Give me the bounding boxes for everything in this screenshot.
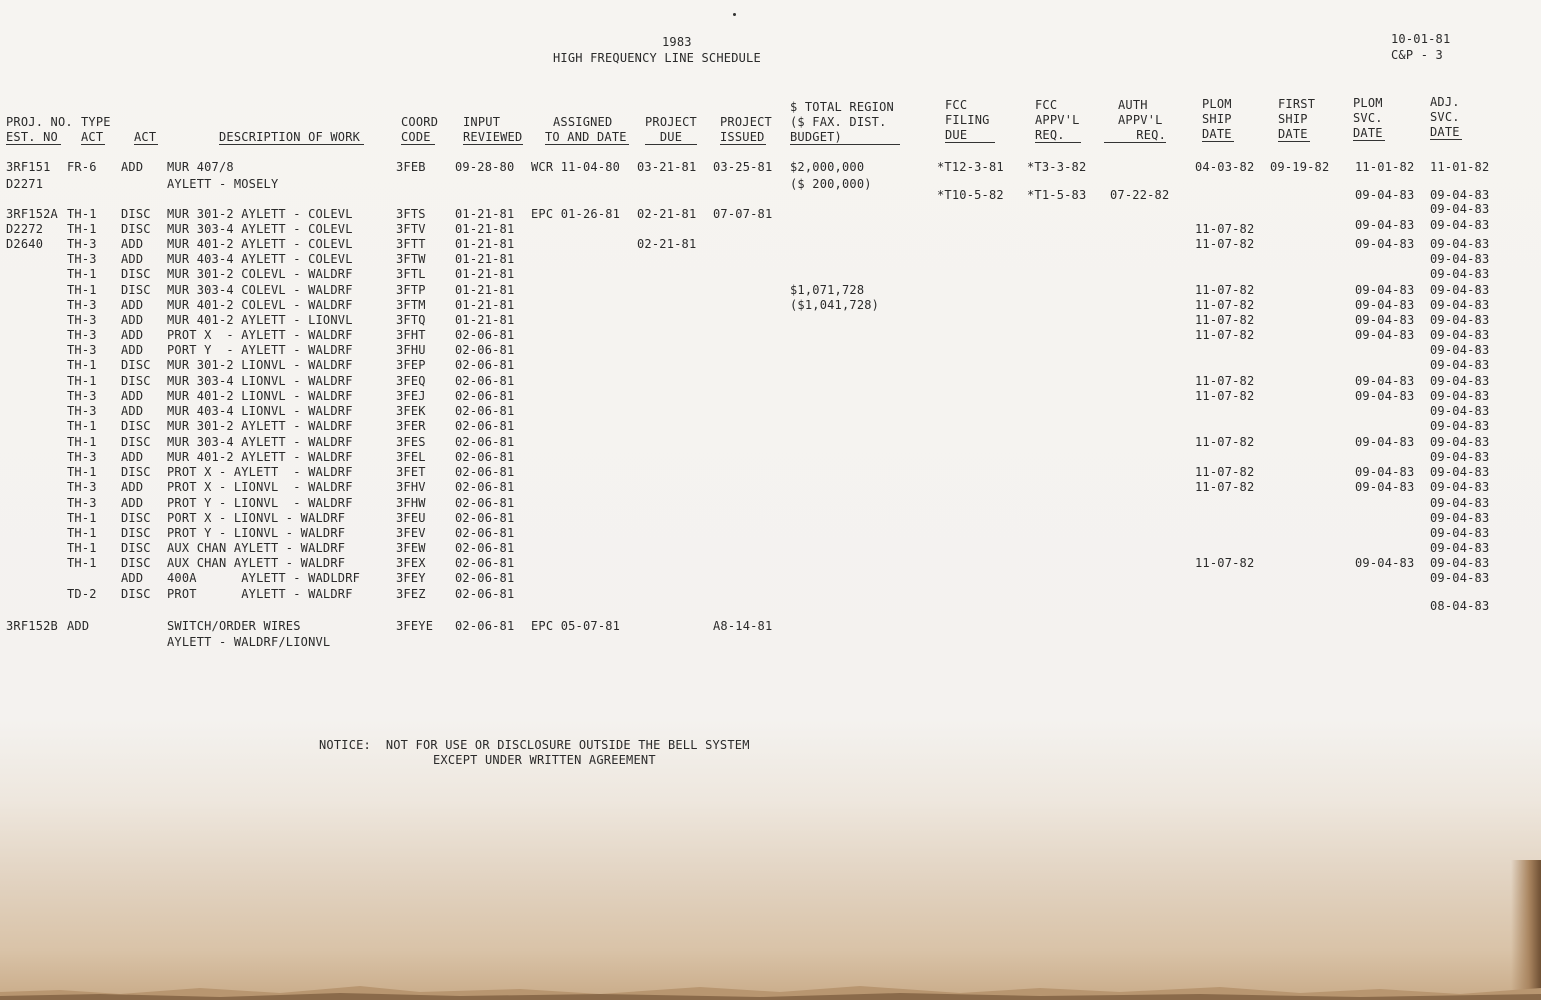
adj-svc-cell: 09-04-83 <box>1430 511 1490 525</box>
type-cell: TH-3 <box>67 343 97 357</box>
description-cell: MUR 403-4 LIONVL - WALDRF <box>167 404 353 418</box>
input-reviewed-cell: 02-06-81 <box>455 511 515 525</box>
coord-code-cell: 3FEYE <box>396 619 434 633</box>
description-cell: MUR 301-2 AYLETT - WALDRF <box>167 419 353 433</box>
type-cell: TH-1 <box>67 374 97 388</box>
header-description: DESCRIPTION OF WORK <box>219 130 364 145</box>
plom-svc-cell: 09-04-83 <box>1355 313 1415 327</box>
plom-ship-cell: 11-07-82 <box>1195 222 1255 236</box>
project-due-cell: 03-21-81 <box>637 160 697 174</box>
plom-svc-cell: 09-04-83 <box>1355 188 1415 202</box>
act-cell: ADD <box>121 571 144 585</box>
coord-code-cell: 3FHT <box>396 328 426 342</box>
type-cell: TH-1 <box>67 419 97 433</box>
budget-cell: ($ 200,000) <box>790 177 872 191</box>
coord-code-cell: 3FEL <box>396 450 426 464</box>
coord-code-cell: 3FEP <box>396 358 426 372</box>
input-reviewed-cell: 02-06-81 <box>455 374 515 388</box>
header-fcc-appvl-2: APPV'L <box>1035 113 1080 127</box>
type-cell: TH-3 <box>67 389 97 403</box>
project-issued-cell: 07-07-81 <box>713 207 773 221</box>
input-reviewed-cell: 09-28-80 <box>455 160 515 174</box>
coord-code-cell: 3FEU <box>396 511 426 525</box>
description-cell: MUR 301-2 AYLETT - COLEVL <box>167 207 353 221</box>
type-cell: FR-6 <box>67 160 97 174</box>
act-cell: ADD <box>121 328 144 342</box>
act-cell: ADD <box>121 496 144 510</box>
assigned-cell: EPC 05-07-81 <box>531 619 621 633</box>
coord-code-cell: 3FTP <box>396 283 426 297</box>
budget-cell: ($1,041,728) <box>790 298 880 312</box>
act-cell: DISC <box>121 283 151 297</box>
header-coord: COORD <box>401 115 439 129</box>
proj-no-cell: 3RF151 <box>6 160 51 174</box>
plom-svc-cell: 09-04-83 <box>1355 480 1415 494</box>
description-cell: MUR 301-2 LIONVL - WALDRF <box>167 358 353 372</box>
act-cell: ADD <box>121 404 144 418</box>
budget-cell: $2,000,000 <box>790 160 865 174</box>
plom-ship-cell: 11-07-82 <box>1195 328 1255 342</box>
description-cell: PROT Y - LIONVL - WALDRF <box>167 496 353 510</box>
input-reviewed-cell: 02-06-81 <box>455 465 515 479</box>
plom-svc-cell: 09-04-83 <box>1355 237 1415 251</box>
adj-svc-cell: 09-04-83 <box>1430 389 1490 403</box>
document-date: 10-01-81 <box>1391 32 1451 46</box>
type-cell: TH-1 <box>67 541 97 555</box>
header-plom-ship-date: DATE <box>1202 127 1234 142</box>
act-cell: DISC <box>121 556 151 570</box>
plom-ship-cell: 04-03-82 <box>1195 160 1255 174</box>
adj-svc-cell: 09-04-83 <box>1430 404 1490 418</box>
fcc-appvl-cell: *T1-5-83 <box>1027 188 1087 202</box>
adj-svc-cell: 09-04-83 <box>1430 267 1490 281</box>
plom-ship-cell: 11-07-82 <box>1195 480 1255 494</box>
input-reviewed-cell: 02-06-81 <box>455 404 515 418</box>
description-cell: PORT X - LIONVL - WALDRF <box>167 511 346 525</box>
input-reviewed-cell: 02-06-81 <box>455 480 515 494</box>
coord-code-cell: 3FHV <box>396 480 426 494</box>
header-type: TYPE <box>81 115 111 129</box>
plom-svc-cell: 11-01-82 <box>1355 160 1415 174</box>
header-proj-no: PROJ. NO. <box>6 115 73 129</box>
header-adj-svc-2: SVC. <box>1430 110 1460 124</box>
type-cell: TH-1 <box>67 207 97 221</box>
header-fcc-appvl-1: FCC <box>1035 98 1058 112</box>
act-cell: ADD <box>121 343 144 357</box>
act-cell: ADD <box>121 480 144 494</box>
header-adj-svc-1: ADJ. <box>1430 95 1460 109</box>
header-to-and-date: TO AND DATE <box>545 130 629 145</box>
adj-svc-cell: 11-01-82 <box>1430 160 1490 174</box>
type-cell: TH-1 <box>67 465 97 479</box>
adj-svc-cell: 09-04-83 <box>1430 283 1490 297</box>
header-act: ACT <box>134 130 157 144</box>
type-cell: TH-1 <box>67 511 97 525</box>
act-cell: DISC <box>121 222 151 236</box>
type-cell: ADD <box>67 619 90 633</box>
coord-code-cell: 3FHW <box>396 496 426 510</box>
description-cell: MUR 303-4 LIONVL - WALDRF <box>167 374 353 388</box>
fcc-filing-cell: *T10-5-82 <box>937 188 1004 202</box>
adj-svc-cell: 09-04-83 <box>1430 556 1490 570</box>
adj-svc-cell: 09-04-83 <box>1430 313 1490 327</box>
act-cell: DISC <box>121 435 151 449</box>
type-cell: TH-1 <box>67 556 97 570</box>
input-reviewed-cell: 01-21-81 <box>455 267 515 281</box>
input-reviewed-cell: 01-21-81 <box>455 252 515 266</box>
description-cell: PROT Y - LIONVL - WALDRF <box>167 526 346 540</box>
input-reviewed-cell: 01-21-81 <box>455 298 515 312</box>
type-cell: TH-3 <box>67 404 97 418</box>
document-title: HIGH FREQUENCY LINE SCHEDULE <box>553 51 761 65</box>
input-reviewed-cell: 02-06-81 <box>455 526 515 540</box>
header-plom-ship-1: PLOM <box>1202 97 1232 111</box>
document-year: 1983 <box>662 35 692 49</box>
plom-svc-cell: 09-04-83 <box>1355 298 1415 312</box>
adj-svc-cell: 09-04-83 <box>1430 237 1490 251</box>
coord-code-cell: 3FTQ <box>396 313 426 327</box>
act-cell: ADD <box>121 298 144 312</box>
assigned-cell: EPC 01-26-81 <box>531 207 621 221</box>
header-issued: ISSUED <box>720 130 765 144</box>
coord-code-cell: 3FET <box>396 465 426 479</box>
header-plom-svc-2: SVC. <box>1353 111 1383 125</box>
header-plom-svc-date: DATE <box>1353 126 1385 141</box>
input-reviewed-cell: 02-06-81 <box>455 496 515 510</box>
header-input: INPUT <box>463 115 501 129</box>
act-cell: DISC <box>121 419 151 433</box>
coord-code-cell: 3FTV <box>396 222 426 236</box>
proj-no-cell: D2271 <box>6 177 44 191</box>
header-assigned: ASSIGNED <box>553 115 613 129</box>
adj-svc-cell: 09-04-83 <box>1430 343 1490 357</box>
type-cell: TH-1 <box>67 526 97 540</box>
fcc-appvl-cell: *T3-3-82 <box>1027 160 1087 174</box>
adj-svc-cell: 09-04-83 <box>1430 298 1490 312</box>
type-cell: TH-3 <box>67 480 97 494</box>
act-cell: DISC <box>121 511 151 525</box>
description-cell: MUR 407/8 <box>167 160 234 174</box>
adj-svc-cell: 09-04-83 <box>1430 480 1490 494</box>
input-reviewed-cell: 02-06-81 <box>455 450 515 464</box>
description-cell: MUR 303-4 AYLETT - COLEVL <box>167 222 353 236</box>
type-cell: TH-3 <box>67 496 97 510</box>
proj-no-cell: D2640 <box>6 237 44 251</box>
header-fcc-filing-due: DUE <box>945 128 995 143</box>
adj-svc-cell: 09-04-83 <box>1430 218 1490 232</box>
adj-svc-cell: 09-04-83 <box>1430 526 1490 540</box>
header-due: DUE <box>645 130 697 145</box>
coord-code-cell: 3FER <box>396 419 426 433</box>
input-reviewed-cell: 02-06-81 <box>455 541 515 555</box>
coord-code-cell: 3FEB <box>396 160 426 174</box>
plom-ship-cell: 11-07-82 <box>1195 465 1255 479</box>
type-cell: TH-3 <box>67 252 97 266</box>
plom-svc-cell: 09-04-83 <box>1355 218 1415 232</box>
type-cell: TH-1 <box>67 358 97 372</box>
project-due-cell: 02-21-81 <box>637 237 697 251</box>
header-fax-dist: ($ FAX. DIST. <box>790 115 887 129</box>
type-cell: TH-1 <box>67 222 97 236</box>
plom-ship-cell: 11-07-82 <box>1195 389 1255 403</box>
adj-svc-cell: 09-04-83 <box>1430 374 1490 388</box>
adj-svc-cell: 09-04-83 <box>1430 252 1490 266</box>
type-cell: TH-3 <box>67 237 97 251</box>
description-cell: MUR 401-2 COLEVL - WALDRF <box>167 298 353 312</box>
description-cell: AYLETT - WALDRF/LIONVL <box>167 635 331 649</box>
adj-svc-cell: 09-04-83 <box>1430 419 1490 433</box>
header-reviewed: REVIEWED <box>463 130 523 144</box>
act-cell: DISC <box>121 541 151 555</box>
input-reviewed-cell: 02-06-81 <box>455 328 515 342</box>
input-reviewed-cell: 02-06-81 <box>455 358 515 372</box>
project-issued-cell: A8-14-81 <box>713 619 773 633</box>
header-auth-req: REQ. <box>1104 128 1166 143</box>
act-cell: DISC <box>121 465 151 479</box>
input-reviewed-cell: 02-06-81 <box>455 389 515 403</box>
adj-svc-cell: 09-04-83 <box>1430 328 1490 342</box>
description-cell: PROT X - AYLETT - WALDRF <box>167 328 353 342</box>
header-first-ship-date: DATE <box>1278 127 1310 142</box>
act-cell: DISC <box>121 267 151 281</box>
description-cell: AYLETT - MOSELY <box>167 177 279 191</box>
adj-svc-cell: 09-04-83 <box>1430 541 1490 555</box>
input-reviewed-cell: 01-21-81 <box>455 237 515 251</box>
act-cell: DISC <box>121 358 151 372</box>
adj-svc-cell: 09-04-83 <box>1430 571 1490 585</box>
plom-svc-cell: 09-04-83 <box>1355 374 1415 388</box>
header-act-type: ACT <box>81 130 104 144</box>
input-reviewed-cell: 02-06-81 <box>455 435 515 449</box>
plom-svc-cell: 09-04-83 <box>1355 283 1415 297</box>
adj-svc-cell: 09-04-83 <box>1430 435 1490 449</box>
adj-svc-cell: 09-04-83 <box>1430 358 1490 372</box>
adj-svc-cell: 08-04-83 <box>1430 599 1490 613</box>
description-cell: PORT Y - AYLETT - WALDRF <box>167 343 353 357</box>
coord-code-cell: 3FTM <box>396 298 426 312</box>
adj-svc-cell: 09-04-83 <box>1430 450 1490 464</box>
adj-svc-cell: 09-04-83 <box>1430 465 1490 479</box>
input-reviewed-cell: 01-21-81 <box>455 222 515 236</box>
plom-svc-cell: 09-04-83 <box>1355 465 1415 479</box>
auth-appvl-cell: 07-22-82 <box>1110 188 1170 202</box>
description-cell: AUX CHAN AYLETT - WALDRF <box>167 541 346 555</box>
coord-code-cell: 3FEW <box>396 541 426 555</box>
header-auth-2: APPV'L <box>1118 113 1163 127</box>
input-reviewed-cell: 02-06-81 <box>455 343 515 357</box>
input-reviewed-cell: 02-06-81 <box>455 619 515 633</box>
coord-code-cell: 3FES <box>396 435 426 449</box>
speck <box>733 13 736 16</box>
plom-ship-cell: 11-07-82 <box>1195 313 1255 327</box>
plom-ship-cell: 11-07-82 <box>1195 435 1255 449</box>
project-due-cell: 02-21-81 <box>637 207 697 221</box>
plom-svc-cell: 09-04-83 <box>1355 556 1415 570</box>
header-project-due-1: PROJECT <box>645 115 697 129</box>
header-adj-svc-date: DATE <box>1430 125 1462 140</box>
header-est-no: EST. NO <box>6 130 61 145</box>
header-plom-ship-2: SHIP <box>1202 112 1232 126</box>
coord-code-cell: 3FTT <box>396 237 426 251</box>
input-reviewed-cell: 02-06-81 <box>455 587 515 601</box>
act-cell: DISC <box>121 374 151 388</box>
header-plom-svc-1: PLOM <box>1353 96 1383 110</box>
fcc-filing-cell: *T12-3-81 <box>937 160 1004 174</box>
coord-code-cell: 3FEY <box>396 571 426 585</box>
proj-no-cell: D2272 <box>6 222 44 236</box>
description-cell: MUR 301-2 COLEVL - WALDRF <box>167 267 353 281</box>
description-cell: 400A AYLETT - WADLDRF <box>167 571 361 585</box>
input-reviewed-cell: 02-06-81 <box>455 556 515 570</box>
type-cell: TH-3 <box>67 328 97 342</box>
act-cell: ADD <box>121 389 144 403</box>
coord-code-cell: 3FEX <box>396 556 426 570</box>
type-cell: TH-1 <box>67 267 97 281</box>
input-reviewed-cell: 02-06-81 <box>455 571 515 585</box>
notice-line-1: NOTICE: NOT FOR USE OR DISCLOSURE OUTSIDE THE BELL SYSTEM <box>319 738 750 752</box>
description-cell: SWITCH/ORDER WIRES <box>167 619 301 633</box>
type-cell: TH-1 <box>67 435 97 449</box>
type-cell: TH-3 <box>67 313 97 327</box>
plom-svc-cell: 09-04-83 <box>1355 328 1415 342</box>
plom-svc-cell: 09-04-83 <box>1355 435 1415 449</box>
adj-svc-cell: 09-04-83 <box>1430 188 1490 202</box>
coord-code-cell: 3FTS <box>396 207 426 221</box>
coord-code-cell: 3FEQ <box>396 374 426 388</box>
type-cell: TH-3 <box>67 450 97 464</box>
act-cell: ADD <box>121 160 144 174</box>
torn-edge <box>0 974 1541 1000</box>
coord-code-cell: 3FEJ <box>396 389 426 403</box>
plom-svc-cell: 09-04-83 <box>1355 389 1415 403</box>
plom-ship-cell: 11-07-82 <box>1195 283 1255 297</box>
description-cell: PROT X - LIONVL - WALDRF <box>167 480 353 494</box>
header-fcc-appvl-req: REQ. <box>1035 128 1081 143</box>
description-cell: MUR 401-2 LIONVL - WALDRF <box>167 389 353 403</box>
plom-ship-cell: 11-07-82 <box>1195 298 1255 312</box>
proj-no-cell: 3RF152B <box>6 619 58 633</box>
header-first-ship-1: FIRST <box>1278 97 1316 111</box>
plom-ship-cell: 11-07-82 <box>1195 374 1255 388</box>
description-cell: PROT AYLETT - WALDRF <box>167 587 353 601</box>
act-cell: DISC <box>121 207 151 221</box>
coord-code-cell: 3FEZ <box>396 587 426 601</box>
description-cell: MUR 401-2 AYLETT - COLEVL <box>167 237 353 251</box>
act-cell: DISC <box>121 587 151 601</box>
page-number: C&P - 3 <box>1391 48 1443 62</box>
description-cell: MUR 401-2 AYLETT - LIONVL <box>167 313 353 327</box>
input-reviewed-cell: 01-21-81 <box>455 283 515 297</box>
coord-code-cell: 3FHU <box>396 343 426 357</box>
act-cell: ADD <box>121 313 144 327</box>
plom-ship-cell: 11-07-82 <box>1195 556 1255 570</box>
act-cell: ADD <box>121 237 144 251</box>
type-cell: TH-1 <box>67 283 97 297</box>
description-cell: MUR 303-4 AYLETT - WALDRF <box>167 435 353 449</box>
description-cell: MUR 401-2 AYLETT - WALDRF <box>167 450 353 464</box>
description-cell: MUR 403-4 AYLETT - COLEVL <box>167 252 353 266</box>
notice-line-2: EXCEPT UNDER WRITTEN AGREEMENT <box>433 753 656 767</box>
header-first-ship-2: SHIP <box>1278 112 1308 126</box>
input-reviewed-cell: 01-21-81 <box>455 313 515 327</box>
plom-ship-cell: 11-07-82 <box>1195 237 1255 251</box>
header-project-issued-1: PROJECT <box>720 115 772 129</box>
header-total-region: $ TOTAL REGION <box>790 100 894 114</box>
budget-cell: $1,071,728 <box>790 283 865 297</box>
description-cell: AUX CHAN AYLETT - WALDRF <box>167 556 346 570</box>
description-cell: MUR 303-4 COLEVL - WALDRF <box>167 283 353 297</box>
adj-svc-cell: 09-04-83 <box>1430 202 1490 216</box>
header-code: CODE <box>401 130 435 145</box>
description-cell: PROT X - AYLETT - WALDRF <box>167 465 353 479</box>
input-reviewed-cell: 02-06-81 <box>455 419 515 433</box>
first-ship-cell: 09-19-82 <box>1270 160 1330 174</box>
coord-code-cell: 3FTW <box>396 252 426 266</box>
coord-code-cell: 3FEK <box>396 404 426 418</box>
header-budget: BUDGET) <box>790 130 900 145</box>
header-fcc-filing-2: FILING <box>945 113 990 127</box>
assigned-cell: WCR 11-04-80 <box>531 160 621 174</box>
type-cell: TH-3 <box>67 298 97 312</box>
type-cell: TD-2 <box>67 587 97 601</box>
act-cell: ADD <box>121 252 144 266</box>
project-issued-cell: 03-25-81 <box>713 160 773 174</box>
coord-code-cell: 3FEV <box>396 526 426 540</box>
adj-svc-cell: 09-04-83 <box>1430 496 1490 510</box>
input-reviewed-cell: 01-21-81 <box>455 207 515 221</box>
proj-no-cell: 3RF152A <box>6 207 58 221</box>
act-cell: DISC <box>121 526 151 540</box>
act-cell: ADD <box>121 450 144 464</box>
header-auth-1: AUTH <box>1118 98 1148 112</box>
coord-code-cell: 3FTL <box>396 267 426 281</box>
header-fcc-filing-1: FCC <box>945 98 968 112</box>
